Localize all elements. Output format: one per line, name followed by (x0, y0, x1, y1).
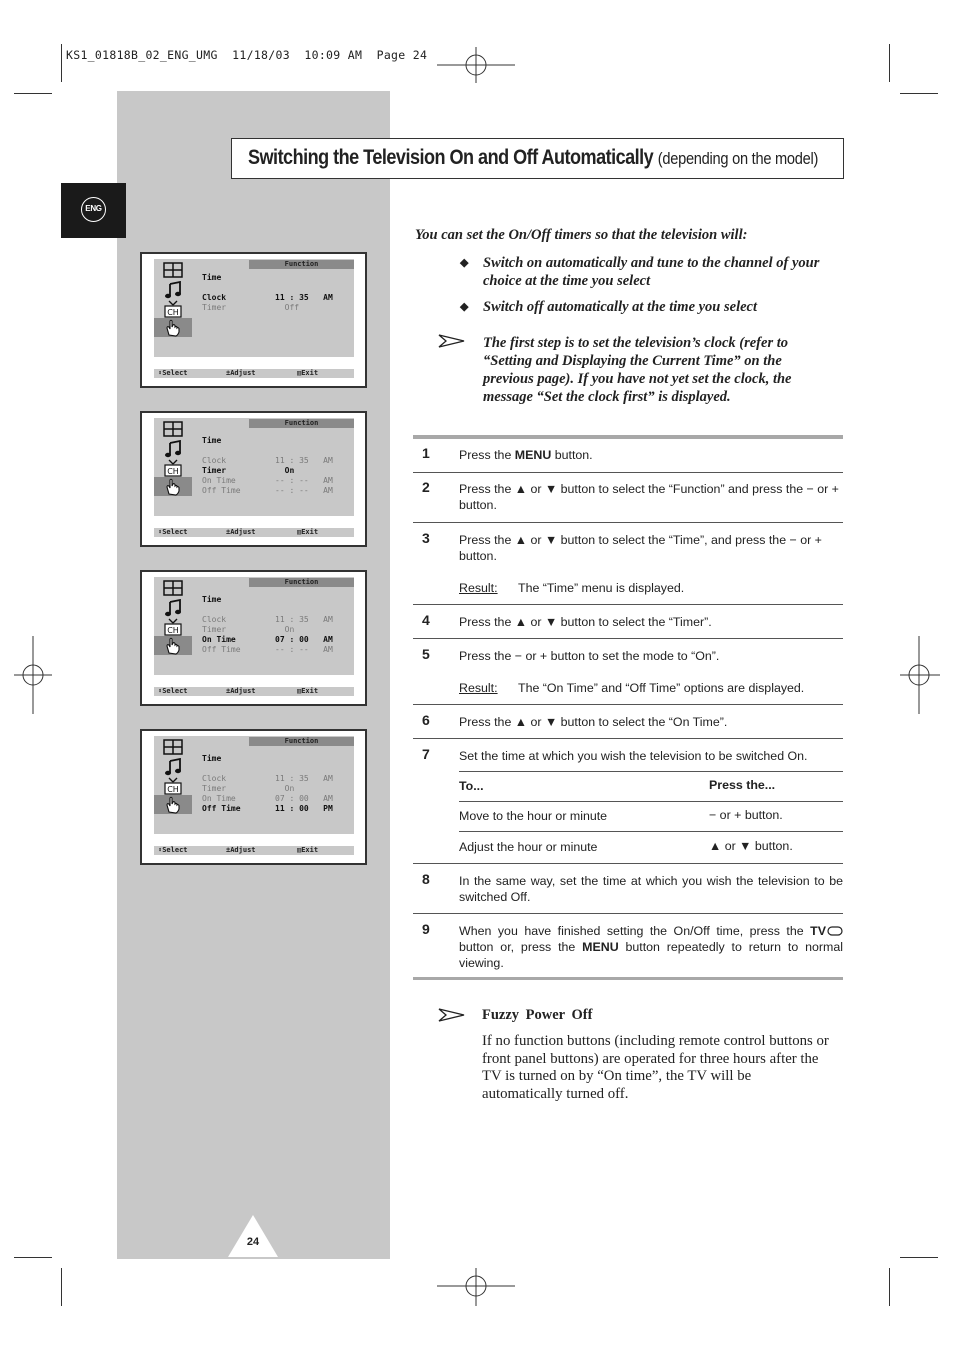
osd-footer-select: ⬍Select (158, 369, 188, 377)
step-number: 6 (422, 712, 430, 728)
page-subtitle: (depending on the model) (657, 149, 819, 168)
osd-menu-area (154, 418, 354, 516)
step-number: 8 (422, 871, 430, 887)
step-text: Press the ▲ or ▼ button to select the “Timer”. (459, 615, 712, 629)
osd-row-value: 07 : 00 AM (275, 794, 333, 803)
osd-row-value: 11 : 35 AM (275, 774, 333, 783)
osd-row (202, 774, 333, 783)
sound-icon (154, 598, 192, 617)
osd-footer-adjust: ±Adjust (226, 687, 256, 695)
plusminus-icon: ± (226, 369, 231, 377)
language-badge: ENG (81, 197, 106, 222)
function-icon (154, 795, 192, 814)
osd-row-label: Timer (202, 303, 227, 312)
osd-row (202, 645, 333, 654)
osd-row (202, 486, 333, 495)
osd-screen (140, 411, 367, 547)
osd-row (202, 466, 295, 475)
osd-footer-adjust: ±Adjust (226, 846, 256, 854)
osd-menu-area (154, 577, 354, 675)
steps-top-rule (413, 435, 843, 439)
menu-icon: ▥ (297, 687, 302, 695)
page-title: Switching the Television On and Off Automatically (depending on the model) (248, 146, 819, 169)
osd-menu-title: Time (202, 595, 222, 604)
table-divider (459, 771, 843, 772)
step-text: Press the MENU button. (459, 448, 593, 462)
diamond-bullet-icon: ◆ (460, 257, 469, 269)
crop-mark (889, 44, 890, 82)
osd-row-label: On Time (202, 476, 236, 485)
osd-row (202, 615, 333, 624)
step-divider (413, 472, 843, 473)
osd-menu-area (154, 736, 354, 834)
osd-row-value: 11 : 35 AM (275, 293, 333, 302)
osd-footer-exit: ▥Exit (297, 369, 319, 377)
function-icon (154, 318, 192, 337)
diamond-bullet-icon: ◆ (460, 301, 469, 313)
step-divider (413, 522, 843, 523)
step-divider (413, 863, 843, 864)
osd-row (202, 293, 333, 302)
osd-footer-exit: ▥Exit (297, 528, 319, 536)
osd-footer-exit: ▥Exit (297, 846, 319, 854)
step-divider (413, 738, 843, 739)
osd-row-label: Clock (202, 615, 227, 624)
step-text: In the same way, set the time at which you wish the television to be switched Off. (459, 874, 843, 904)
osd-footer-adjust: ±Adjust (226, 369, 256, 377)
osd-footer (154, 687, 354, 696)
sound-icon (154, 439, 192, 458)
step-divider (413, 913, 843, 914)
picture-icon (154, 420, 192, 439)
osd-row-label: Timer (202, 466, 227, 475)
osd-row-label: Clock (202, 293, 227, 302)
svg-text:CH: CH (167, 785, 179, 794)
print-header: KS1_01818B_02_ENG_UMG 11/18/03 10:09 AM Page 24 (66, 48, 428, 62)
plusminus-icon: ± (226, 687, 231, 695)
step-number: 1 (422, 445, 430, 461)
osd-row-value: 07 : 00 AM (275, 635, 333, 644)
crop-mark (14, 1257, 52, 1258)
osd-row (202, 625, 295, 634)
step-text: Press the ▲ or ▼ button to select the “Function” and press the − or + button. (459, 482, 839, 512)
sound-icon (154, 757, 192, 776)
osd-row-value: 11 : 35 AM (275, 615, 333, 624)
step-number: 7 (422, 746, 430, 762)
crop-mark (900, 1257, 938, 1258)
osd-row-label: Timer (202, 784, 227, 793)
osd-row-value: Off (275, 303, 300, 312)
osd-row (202, 456, 333, 465)
osd-row-label: Clock (202, 456, 227, 465)
osd-row-value: On (275, 466, 295, 475)
channel-icon (154, 299, 192, 318)
osd-row (202, 784, 295, 793)
osd-menu-title: Time (202, 436, 222, 445)
title-box (231, 138, 844, 179)
intro-text: You can set the On/Off timers so that the television will: (415, 227, 748, 243)
updown-icon: ⬍ (158, 528, 163, 536)
fuzzy-title: Fuzzy Power Off (482, 1007, 593, 1023)
updown-icon: ⬍ (158, 846, 163, 854)
svg-text:CH: CH (167, 467, 179, 476)
step-divider (413, 604, 843, 605)
osd-function-header: Function (249, 419, 354, 428)
osd-row-value: -- : -- AM (275, 476, 333, 485)
plusminus-icon: ± (226, 528, 231, 536)
crop-mark (61, 44, 62, 82)
osd-row-label: On Time (202, 794, 236, 803)
osd-menu-title: Time (202, 754, 222, 763)
note-text: The first step is to set the television’s clock (refer to “Setting and Displaying the Current Time” on the previous page). If you have not yet set the clock, the message “Set the clock first” is displayed. (483, 335, 792, 405)
osd-row (202, 804, 333, 813)
table-header-press: Press the... (709, 778, 776, 792)
step-divider (413, 704, 843, 705)
osd-row-value: On (275, 625, 295, 634)
plusminus-icon: ± (226, 846, 231, 854)
tv-button-icon (827, 926, 843, 936)
table-cell: − or + button. (709, 808, 783, 822)
table-header-to: To... (459, 779, 484, 793)
osd-row (202, 794, 333, 803)
step-text: Set the time at which you wish the television to be switched On. (459, 749, 808, 763)
step-number: 9 (422, 921, 430, 937)
osd-row (202, 303, 300, 312)
osd-function-header: Function (249, 737, 354, 746)
osd-footer-exit: ▥Exit (297, 687, 319, 695)
step-number: 3 (422, 530, 430, 546)
fuzzy-text: If no function buttons (including remote control buttons or front panel buttons) are operated for three hours after the TV is turned on by “On time”, the TV will be automatically turned off. (482, 1033, 829, 1103)
svg-text:CH: CH (167, 308, 179, 317)
osd-icon-column (154, 577, 192, 675)
osd-footer-select: ⬍Select (158, 528, 188, 536)
step-result: Result: The “On Time” and “Off Time” options are displayed. (459, 681, 805, 695)
osd-icon-column (154, 259, 192, 357)
osd-screen (140, 252, 367, 388)
registration-mark (437, 1268, 515, 1306)
osd-row-label: Timer (202, 625, 227, 634)
step-number: 4 (422, 612, 430, 628)
osd-function-header: Function (249, 260, 354, 269)
step-number: 2 (422, 479, 430, 495)
table-divider (459, 831, 843, 832)
updown-icon: ⬍ (158, 687, 163, 695)
osd-row-value: On (275, 784, 295, 793)
osd-row-label: On Time (202, 635, 236, 644)
osd-footer (154, 528, 354, 537)
menu-icon: ▥ (297, 369, 302, 377)
step-number: 5 (422, 646, 430, 662)
osd-row (202, 635, 333, 644)
osd-row-value: -- : -- AM (275, 645, 333, 654)
osd-footer (154, 846, 354, 855)
channel-icon (154, 458, 192, 477)
step-text: Press the ▲ or ▼ button to select the “On Time”. (459, 715, 728, 729)
menu-icon: ▥ (297, 846, 302, 854)
note-arrow-icon (438, 1008, 466, 1022)
osd-row-label: Off Time (202, 486, 241, 495)
note-arrow-icon (438, 334, 466, 348)
osd-menu-area (154, 259, 354, 357)
osd-screen (140, 570, 367, 706)
updown-icon: ⬍ (158, 369, 163, 377)
osd-menu-title: Time (202, 273, 222, 282)
crop-mark (61, 1268, 62, 1306)
osd-row-label: Clock (202, 774, 227, 783)
menu-icon: ▥ (297, 528, 302, 536)
osd-icon-column (154, 736, 192, 834)
picture-icon (154, 579, 192, 598)
step-divider (413, 638, 843, 639)
page-number: 24 (246, 1236, 260, 1248)
crop-mark (14, 93, 52, 94)
osd-row-value: 11 : 35 AM (275, 456, 333, 465)
osd-footer-select: ⬍Select (158, 687, 188, 695)
registration-mark (900, 636, 940, 714)
osd-screen (140, 729, 367, 865)
osd-function-header: Function (249, 578, 354, 587)
steps-bottom-rule (413, 977, 843, 980)
sound-icon (154, 280, 192, 299)
crop-mark (889, 1268, 890, 1306)
osd-footer-adjust: ±Adjust (226, 528, 256, 536)
table-cell: Move to the hour or minute (459, 809, 608, 823)
table-divider (459, 801, 843, 802)
function-icon (154, 477, 192, 496)
channel-icon (154, 776, 192, 795)
osd-row-value: -- : -- AM (275, 486, 333, 495)
osd-row-label: Off Time (202, 804, 241, 813)
language-tab (61, 183, 126, 238)
step-text: Press the ▲ or ▼ button to select the “Time”, and press the − or + button. (459, 533, 822, 563)
step-result: Result: The “Time” menu is displayed. (459, 581, 685, 595)
step-text: Press the − or + button to set the mode to “On”. (459, 649, 720, 663)
picture-icon (154, 738, 192, 757)
osd-row-value: 11 : 00 PM (275, 804, 333, 813)
osd-footer (154, 369, 354, 378)
svg-text:CH: CH (167, 626, 179, 635)
osd-footer-select: ⬍Select (158, 846, 188, 854)
crop-mark (900, 93, 938, 94)
function-icon (154, 636, 192, 655)
osd-icon-column (154, 418, 192, 516)
table-cell: ▲ or ▼ button. (709, 839, 793, 853)
step-text: When you have finished setting the On/Off time, press the TV button or, press the MENU button repeatedly to return to normal viewing. (459, 924, 843, 970)
osd-row (202, 476, 333, 485)
registration-mark (437, 47, 515, 83)
osd-row-label: Off Time (202, 645, 241, 654)
table-cell: Adjust the hour or minute (459, 840, 598, 854)
registration-mark (14, 636, 52, 714)
picture-icon (154, 261, 192, 280)
channel-icon (154, 617, 192, 636)
